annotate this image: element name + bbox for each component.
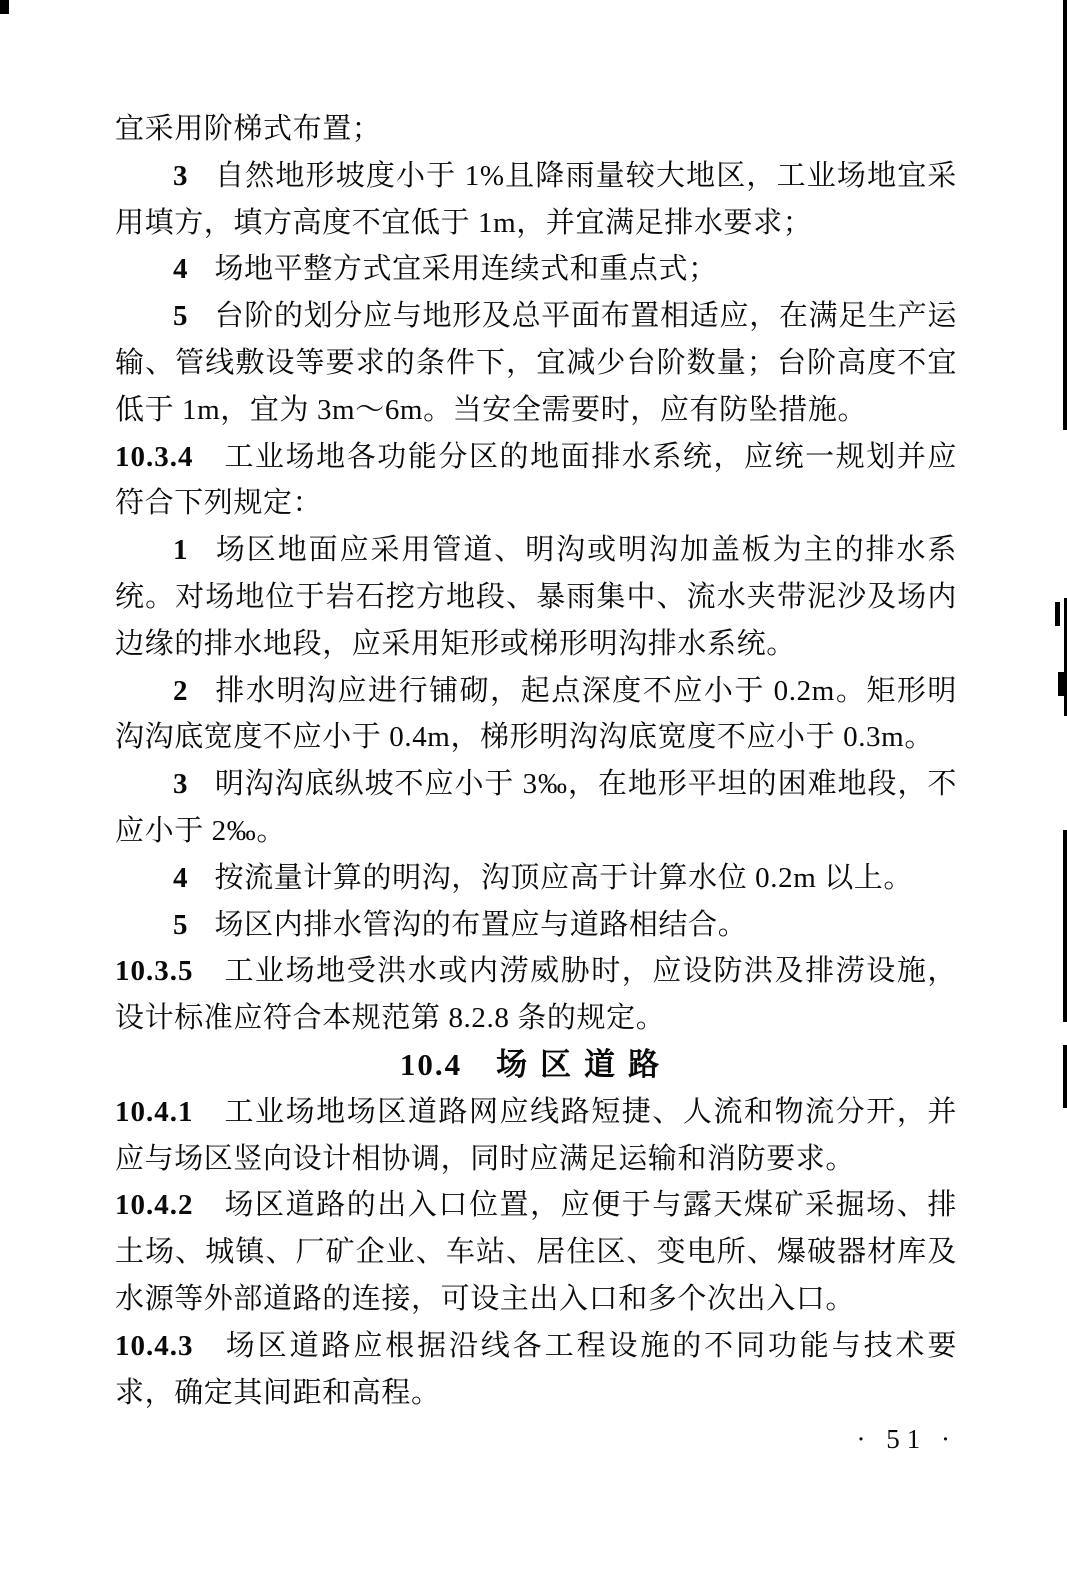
item-number: 3	[173, 159, 189, 192]
item-number: 5	[173, 300, 189, 333]
heading-title: 场区道路	[496, 1046, 673, 1082]
clause-text: 场区道路的出入口位置，应便于与露天煤矿采掘场、排土场、城镇、厂矿企业、车站、居住区、变电所、爆破器材库及水源等外部道路的连接，可设主出入口和多个次出入口。	[115, 1189, 957, 1315]
clause-paragraph	[115, 948, 957, 1042]
clause-number: 10.4.1	[115, 1095, 194, 1128]
section-heading	[115, 1042, 957, 1089]
item-number: 4	[173, 861, 189, 894]
paragraph-text: 宜采用阶梯式布置；	[115, 113, 382, 145]
scan-artifact	[1055, 602, 1060, 626]
item-number: 3	[173, 768, 189, 801]
item-text: 自然地形坡度小于 1%且降雨量较大地区，工业场地宜采用填方，填方高度不宜低于 1m，并宜满足排水要求；	[115, 159, 957, 239]
item-text: 排水明沟应进行铺砌，起点深度不应小于 0.2m。矩形明沟沟底宽度不应小于 0.4m，梯形明沟沟底宽度不应小于 0.3m。	[115, 674, 957, 754]
item-text: 按流量计算的明沟，沟顶应高于计算水位 0.2m 以上。	[214, 861, 914, 894]
scan-artifact	[1063, 0, 1067, 430]
clause-paragraph	[115, 434, 957, 528]
clause-text: 工业场地场区道路网应线路短捷、人流和物流分开，并应与场区竖向设计相协调，同时应满足运输和消防要求。	[115, 1095, 957, 1175]
scan-artifact	[1063, 1045, 1067, 1108]
item-number: 2	[173, 674, 189, 707]
numbered-item	[115, 527, 957, 667]
item-text: 场地平整方式宜采用连续式和重点式；	[214, 253, 718, 286]
clause-paragraph	[115, 1323, 957, 1417]
paragraph-continuation	[115, 106, 957, 153]
item-number: 1	[173, 534, 189, 567]
clause-text: 工业场地受洪水或内涝威胁时，应设防洪及排涝设施，设计标准应符合本规范第 8.2.8 条的规定。	[115, 955, 957, 1035]
clause-paragraph	[115, 1089, 957, 1183]
clause-number: 10.3.4	[115, 440, 194, 473]
clause-number: 10.3.5	[115, 955, 194, 988]
item-number: 5	[173, 908, 189, 941]
heading-number: 10.4	[399, 1046, 463, 1082]
scan-artifact	[1058, 672, 1067, 696]
clause-number: 10.4.2	[115, 1189, 194, 1222]
clause-paragraph	[115, 1182, 957, 1322]
clause-text: 工业场地各功能分区的地面排水系统，应统一规划并应符合下列规定：	[115, 440, 957, 520]
numbered-item	[115, 153, 957, 247]
clause-number: 10.4.3	[115, 1329, 194, 1362]
item-text: 场区内排水管沟的布置应与道路相结合。	[214, 908, 748, 941]
text-column	[115, 106, 957, 1463]
numbered-item	[115, 668, 957, 762]
item-text: 场区地面应采用管道、明沟或明沟加盖板为主的排水系统。对场地位于岩石挖方地段、暴雨集中、流水夹带泥沙及场内边缘的排水地段，应采用矩形或梯形明沟排水系统。	[115, 534, 957, 660]
item-number: 4	[173, 253, 189, 286]
scan-artifact	[1063, 830, 1067, 1022]
scan-artifact	[0, 0, 9, 14]
numbered-item	[115, 902, 957, 949]
numbered-item	[115, 246, 957, 293]
numbered-item	[115, 855, 957, 902]
page-number: · 51 ·	[856, 1424, 957, 1455]
numbered-item	[115, 293, 957, 433]
item-text: 明沟沟底纵坡不应小于 3‰，在地形平坦的困难地段，不应小于 2‰。	[115, 768, 957, 847]
item-text: 台阶的划分应与地形及总平面布置相适应，在满足生产运输、管线敷设等要求的条件下，宜减少台阶数量；台阶高度不宜低于 1m，宜为 3m～6m。当安全需要时，应有防坠措施。	[115, 300, 957, 426]
clause-text: 场区道路应根据沿线各工程设施的不同功能与技术要求，确定其间距和高程。	[115, 1329, 957, 1409]
numbered-item	[115, 761, 957, 855]
